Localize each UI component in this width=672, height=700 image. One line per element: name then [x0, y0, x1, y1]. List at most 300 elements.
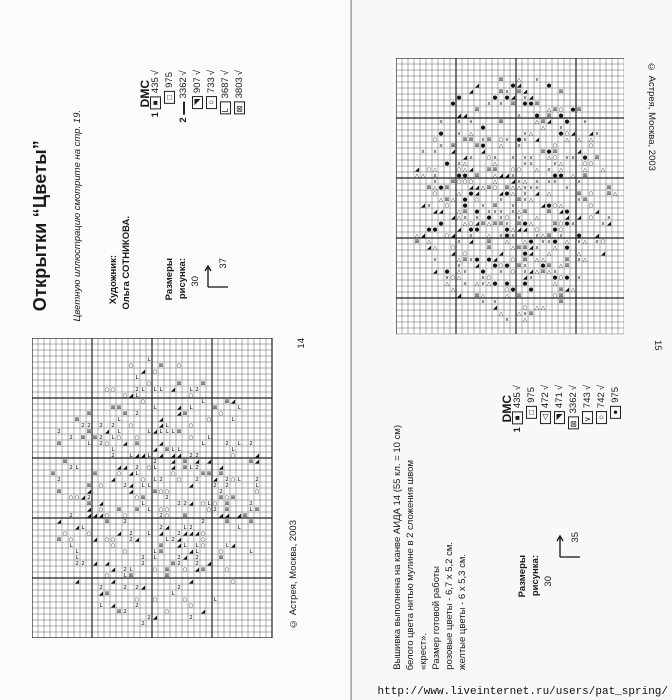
- legend-check: √: [220, 70, 231, 76]
- stitch-mark: ◢: [92, 537, 98, 543]
- stitch-mark: x: [511, 173, 515, 179]
- stitch-mark: x: [493, 155, 497, 161]
- stitch-mark: x: [505, 89, 509, 95]
- stitch-mark: x: [457, 239, 461, 245]
- stitch-mark: ∨: [468, 257, 474, 263]
- desc-line: желтые цветы - 6 х 5,3 см.: [457, 553, 468, 670]
- stitch-mark: ∨: [480, 203, 486, 209]
- illustration-note: Цветную иллюстрацию смотрите на стр. 19.: [72, 110, 83, 322]
- stitch-mark: △: [456, 215, 462, 221]
- stitch-mark: ◢: [86, 507, 92, 513]
- legend-symbol-icon: ○: [207, 98, 216, 108]
- stitch-mark: ◢: [254, 453, 260, 459]
- stitch-mark: 2: [195, 387, 199, 393]
- stitch-mark: ◢: [98, 501, 104, 507]
- legend-item: [512, 385, 523, 432]
- stitch-mark: ⊠: [492, 203, 498, 209]
- stitch-mark: ⊠: [104, 519, 110, 525]
- stitch-mark: 2: [123, 609, 127, 615]
- stitch-mark: ⊠: [224, 501, 230, 507]
- stitch-mark: ○: [224, 495, 230, 501]
- stitch-mark: 2: [249, 501, 253, 507]
- stitch-mark: ○: [98, 483, 104, 489]
- stitch-mark: x: [463, 281, 467, 287]
- stitch-mark: ∨: [456, 263, 462, 269]
- stitch-mark: ◢: [474, 221, 480, 227]
- stitch-mark: ⊠: [110, 405, 116, 411]
- stitch-mark: ⊠: [540, 119, 546, 125]
- stitch-mark: ○: [510, 167, 516, 173]
- stitch-mark: ◢: [498, 173, 504, 179]
- stitch-mark: x: [469, 155, 473, 161]
- legend-code: 907: [192, 77, 203, 94]
- stitch-mark: ◢: [450, 251, 456, 257]
- stitch-mark: 2: [129, 537, 133, 543]
- stitch-mark: ●: [486, 215, 492, 221]
- stitch-mark: 2: [135, 585, 139, 591]
- stitch-mark: L: [237, 477, 241, 483]
- stitch-mark: ∨: [432, 179, 438, 185]
- stitch-mark: ○: [486, 155, 492, 161]
- stitch-mark: ○: [122, 549, 128, 555]
- stitch-mark: ○: [188, 393, 194, 399]
- stitch-mark: ○: [444, 203, 450, 209]
- stitch-mark: ◢: [522, 227, 528, 233]
- stitch-mark: x: [511, 209, 515, 215]
- stitch-mark: ◢: [534, 137, 540, 143]
- legend-code: 435: [150, 77, 161, 94]
- stitch-mark: ○: [206, 417, 212, 423]
- size-label-right-2: рисунка:: [530, 555, 541, 597]
- stitch-mark: △: [456, 209, 462, 215]
- stitch-mark: ●: [426, 227, 432, 233]
- stitch-mark: ●: [474, 209, 480, 215]
- stitch-mark: 2: [87, 423, 91, 429]
- dmc-heading: DMC: [138, 80, 152, 108]
- stitch-mark: △: [546, 251, 552, 257]
- stitch-mark: ○: [432, 137, 438, 143]
- stitch-mark: 2: [135, 411, 139, 417]
- legend-check: √: [150, 70, 161, 76]
- stitch-mark: ●: [564, 209, 570, 215]
- stitch-mark: ◢: [128, 489, 134, 495]
- cross-stitch-chart-left: [32, 338, 276, 638]
- stitch-mark: ◢: [528, 245, 534, 251]
- stitch-mark: ●: [558, 131, 564, 137]
- description-block: [392, 350, 502, 670]
- legend-item: [206, 70, 217, 112]
- stitch-mark: ◢: [128, 471, 134, 477]
- stitch-mark: ⊠: [486, 239, 492, 245]
- stitch-mark: ◢: [528, 269, 534, 275]
- stitch-mark: x: [511, 155, 515, 161]
- stitch-mark: △: [414, 173, 420, 179]
- stitch-mark: ⊠: [86, 483, 92, 489]
- stitch-mark: ○: [62, 531, 68, 537]
- stitch-mark: ⊠: [170, 561, 176, 567]
- legend-code: 975: [610, 387, 621, 403]
- stitch-mark: L: [135, 393, 139, 399]
- stitch-mark: ○: [116, 471, 122, 477]
- stitch-mark: ◢: [182, 555, 188, 561]
- stitch-mark: ⊠: [116, 609, 122, 615]
- stitch-mark: ⊠: [606, 185, 612, 191]
- stitch-mark: ⊠: [498, 119, 504, 125]
- stitch-mark: ⊠: [218, 471, 224, 477]
- stitch-mark: L: [135, 471, 139, 477]
- stitch-mark: ◢: [176, 405, 182, 411]
- stitch-mark: ◢: [224, 513, 230, 519]
- stitch-mark: ●: [492, 263, 498, 269]
- legend-code: 733: [206, 77, 217, 94]
- stitch-mark: ◢: [134, 453, 140, 459]
- stitch-mark: 2: [213, 483, 217, 489]
- stitch-mark: ∨: [480, 281, 486, 287]
- legend-symbol-icon: ■: [513, 413, 522, 423]
- stitch-mark: ●: [534, 113, 540, 119]
- stitch-mark: △: [522, 239, 528, 245]
- stitch-mark: ○: [128, 363, 134, 369]
- stitch-mark: △: [540, 125, 546, 131]
- stitch-mark: ⊠: [158, 363, 164, 369]
- legend-group: 1: [150, 112, 161, 118]
- stitch-mark: ○: [104, 513, 110, 519]
- stitch-mark: ○: [552, 203, 558, 209]
- stitch-mark: ⊠: [50, 471, 56, 477]
- stitch-mark: △: [540, 257, 546, 263]
- stitch-mark: △: [504, 239, 510, 245]
- stitch-mark: x: [535, 185, 539, 191]
- legend-check: √: [512, 385, 523, 391]
- stitch-mark: ◢: [104, 561, 110, 567]
- legend-code: 3803: [234, 77, 245, 99]
- stitch-mark: ∨: [522, 155, 528, 161]
- stitch-mark: L: [237, 525, 241, 531]
- legend-code: 471: [554, 392, 565, 409]
- stitch-mark: △: [558, 161, 564, 167]
- stitch-mark: ⊠: [540, 149, 546, 155]
- stitch-mark: ⊠: [122, 411, 128, 417]
- stitch-mark: ◢: [528, 251, 534, 257]
- stitch-mark: 2: [87, 495, 91, 501]
- stitch-mark: ⊠: [558, 287, 564, 293]
- stitch-mark: x: [463, 215, 467, 221]
- stitch-mark: △: [534, 257, 540, 263]
- stitch-mark: L: [249, 507, 253, 513]
- desc-line: белого цвета нитью мулине в 2 сложения швом: [405, 459, 416, 670]
- stitch-mark: ●: [546, 149, 552, 155]
- stitch-mark: 2: [81, 561, 85, 567]
- stitch-mark: ∨: [504, 317, 510, 323]
- stitch-mark: ⊠: [158, 549, 164, 555]
- stitch-mark: ○: [68, 537, 74, 543]
- stitch-mark: ◢: [426, 245, 432, 251]
- stitch-mark: ⊠: [492, 221, 498, 227]
- stitch-mark: L: [207, 501, 211, 507]
- stitch-mark: ⊠: [56, 489, 62, 495]
- copyright-right: © Астрея, Москва, 2003: [646, 62, 657, 171]
- stitch-mark: ○: [588, 143, 594, 149]
- stitch-mark: ⊠: [546, 263, 552, 269]
- stitch-mark: △: [570, 287, 576, 293]
- stitch-mark: L: [255, 483, 259, 489]
- stitch-mark: △: [462, 221, 468, 227]
- stitch-mark: ◢: [606, 221, 612, 227]
- stitch-mark: ◢: [170, 453, 176, 459]
- stitch-mark: ◢: [86, 489, 92, 495]
- stitch-mark: ●: [474, 227, 480, 233]
- stitch-mark: △: [582, 239, 588, 245]
- stitch-mark: ∨: [522, 95, 528, 101]
- stitch-mark: ○: [104, 573, 110, 579]
- stitch-mark: x: [547, 179, 551, 185]
- stitch-mark: ◢: [534, 191, 540, 197]
- stitch-mark: 2: [195, 561, 199, 567]
- stitch-mark: ∨: [516, 215, 522, 221]
- stitch-mark: ◢: [92, 513, 98, 519]
- stitch-mark: △: [510, 185, 516, 191]
- stitch-mark: ○: [134, 435, 140, 441]
- stitch-mark: ∨: [504, 137, 510, 143]
- legend-check: √: [192, 70, 203, 76]
- stitch-mark: △: [528, 221, 534, 227]
- stitch-mark: △: [534, 167, 540, 173]
- stitch-mark: ◢: [158, 453, 164, 459]
- stitch-mark: ◢: [194, 459, 200, 465]
- stitch-mark: L: [207, 435, 211, 441]
- stitch-mark: ○: [468, 221, 474, 227]
- stitch-mark: ◢: [450, 215, 456, 221]
- stitch-mark: ∨: [522, 191, 528, 197]
- stitch-mark: ○: [98, 507, 104, 513]
- stitch-mark: ◢: [432, 209, 438, 215]
- stitch-mark: △: [492, 179, 498, 185]
- stitch-mark: 2: [99, 585, 103, 591]
- stitch-mark: x: [517, 113, 521, 119]
- stitch-mark: 2: [123, 483, 127, 489]
- stitch-mark: △: [444, 281, 450, 287]
- stitch-mark: ○: [486, 275, 492, 281]
- stitch-mark: ◢: [140, 453, 146, 459]
- stitch-mark: 2: [69, 465, 73, 471]
- stitch-mark: ●: [480, 269, 486, 275]
- stitch-mark: ◢: [462, 155, 468, 161]
- stitch-mark: ∨: [498, 215, 504, 221]
- size-height-right: 35: [570, 532, 581, 543]
- stitch-mark: x: [535, 245, 539, 251]
- stitch-mark: △: [450, 287, 456, 293]
- stitch-mark: ◢: [200, 609, 206, 615]
- stitch-mark: ◢: [516, 83, 522, 89]
- legend-symbol-icon: □: [165, 92, 174, 102]
- stitch-mark: ●: [504, 227, 510, 233]
- stitch-mark: ∨: [504, 221, 510, 227]
- stitch-mark: x: [439, 143, 443, 149]
- stitch-mark: ⊠: [200, 381, 206, 387]
- stitch-mark: ⊠: [206, 471, 212, 477]
- stitch-mark: ◢: [456, 227, 462, 233]
- stitch-mark: ◢: [92, 561, 98, 567]
- stitch-mark: ∨: [492, 209, 498, 215]
- legend-symbol-icon: ⊠: [568, 416, 579, 429]
- stitch-mark: 2: [177, 531, 181, 537]
- stitch-mark: x: [517, 143, 521, 149]
- stitch-mark: ∨: [432, 149, 438, 155]
- stitch-mark: L: [231, 417, 235, 423]
- stitch-mark: ◢: [188, 549, 194, 555]
- stitch-mark: ◢: [194, 567, 200, 573]
- stitch-mark: ○: [146, 465, 152, 471]
- stitch-mark: ∨: [534, 77, 540, 83]
- stitch-mark: △: [534, 269, 540, 275]
- legend-symbol-icon: [183, 101, 185, 114]
- stitch-mark: ⊠: [468, 137, 474, 143]
- stitch-mark: ⊠: [504, 185, 510, 191]
- stitch-mark: ○: [134, 597, 140, 603]
- stitch-mark: △: [582, 167, 588, 173]
- stitch-mark: ⊠: [480, 221, 486, 227]
- stitch-mark: ○: [510, 257, 516, 263]
- stitch-mark: ◢: [128, 483, 134, 489]
- stitch-mark: x: [529, 275, 533, 281]
- stitch-mark: △: [462, 161, 468, 167]
- stitch-mark: △: [570, 173, 576, 179]
- stitch-mark: △: [534, 119, 540, 125]
- stitch-mark: x: [577, 257, 581, 263]
- stitch-mark: ◢: [576, 149, 582, 155]
- stitch-mark: ◢: [570, 131, 576, 137]
- legend-check: √: [554, 385, 565, 391]
- stitch-mark: △: [546, 269, 552, 275]
- stitch-mark: L: [153, 465, 157, 471]
- stitch-mark: x: [523, 263, 527, 269]
- stitch-mark: ◢: [230, 543, 236, 549]
- stitch-mark: △: [516, 209, 522, 215]
- stitch-mark: ⊠: [92, 435, 98, 441]
- stitch-mark: ●: [528, 101, 534, 107]
- stitch-mark: ○: [164, 489, 170, 495]
- stitch-mark: ○: [200, 537, 206, 543]
- stitch-mark: △: [546, 155, 552, 161]
- stitch-mark: ◢: [236, 513, 242, 519]
- stitch-mark: L: [177, 447, 181, 453]
- stitch-mark: ⊠: [498, 89, 504, 95]
- stitch-mark: ○: [164, 609, 170, 615]
- stitch-mark: △: [528, 131, 534, 137]
- stitch-mark: ●: [462, 197, 468, 203]
- copyright-left: © Астрея, Москва, 2003: [288, 520, 299, 629]
- stitch-mark: 2: [75, 561, 79, 567]
- legend-symbol-icon: ◢: [555, 413, 564, 423]
- stitch-mark: ∨: [594, 131, 600, 137]
- stitch-mark: ⊠: [516, 263, 522, 269]
- stitch-mark: ⊠: [540, 269, 546, 275]
- stitch-mark: ◢: [600, 251, 606, 257]
- stitch-mark: 2: [69, 513, 73, 519]
- stitch-mark: ⊠: [426, 185, 432, 191]
- stitch-mark: L: [111, 435, 115, 441]
- stitch-mark: ⊠: [182, 465, 188, 471]
- stitch-mark: ○: [116, 435, 122, 441]
- desc-line: «крест».: [418, 632, 429, 670]
- stitch-mark: 2: [255, 477, 259, 483]
- legend-code: 3687: [220, 77, 231, 99]
- stitch-mark: x: [457, 119, 461, 125]
- legend-check: √: [582, 385, 593, 391]
- size-arrows-icon: [555, 532, 585, 562]
- legend-symbol-icon: □: [527, 407, 536, 417]
- stitch-mark: ◢: [110, 603, 116, 609]
- stitch-mark: 2: [177, 555, 181, 561]
- stitch-mark: ◢: [218, 465, 224, 471]
- stitch-mark: 2: [213, 507, 217, 513]
- stitch-mark: L: [153, 549, 157, 555]
- stitch-mark: L: [171, 429, 175, 435]
- size-label: Размеры: [164, 258, 175, 301]
- stitch-mark: ○: [152, 597, 158, 603]
- stitch-mark: ○: [158, 507, 164, 513]
- stitch-mark: x: [547, 167, 551, 173]
- stitch-mark: ◢: [230, 399, 236, 405]
- legend-item: [610, 385, 621, 422]
- legend-code: 3362: [568, 392, 579, 414]
- stitch-mark: ⊠: [546, 209, 552, 215]
- stitch-mark: 2: [99, 435, 103, 441]
- stitch-mark: △: [510, 227, 516, 233]
- stitch-mark: ⊠: [248, 519, 254, 525]
- stitch-mark: ⊠: [552, 221, 558, 227]
- stitch-mark: ⊠: [576, 107, 582, 113]
- stitch-mark: ◢: [188, 483, 194, 489]
- stitch-mark: x: [421, 149, 425, 155]
- stitch-mark: ⊠: [128, 573, 134, 579]
- stitch-mark: ⊠: [546, 113, 552, 119]
- stitch-mark: ∨: [522, 185, 528, 191]
- stitch-mark: ◢: [176, 543, 182, 549]
- stitch-mark: ∨: [480, 137, 486, 143]
- stitch-mark: L: [75, 465, 79, 471]
- stitch-mark: ∨: [576, 239, 582, 245]
- stitch-mark: 2: [189, 615, 193, 621]
- stitch-mark: ◢: [450, 149, 456, 155]
- stitch-mark: ⊠: [516, 293, 522, 299]
- stitch-mark: ⊠: [200, 471, 206, 477]
- legend-item: [554, 385, 565, 427]
- stitch-mark: ⊠: [158, 543, 164, 549]
- stitch-mark: ⊠: [62, 459, 68, 465]
- stitch-mark: ◢: [540, 203, 546, 209]
- stitch-mark: ●: [504, 233, 510, 239]
- size-arrows-icon: [203, 262, 233, 292]
- stitch-mark: 2: [99, 441, 103, 447]
- stitch-mark: ○: [170, 471, 176, 477]
- stitch-mark: ◢: [498, 191, 504, 197]
- stitch-mark: ∨: [522, 161, 528, 167]
- stitch-mark: ○: [110, 537, 116, 543]
- size-width-right: 30: [543, 576, 554, 587]
- stitch-mark: x: [529, 161, 533, 167]
- stitch-mark: ◢: [468, 89, 474, 95]
- stitch-mark: △: [546, 107, 552, 113]
- stitch-mark: 2: [249, 441, 253, 447]
- stitch-mark: ⊠: [534, 101, 540, 107]
- stitch-mark: ○: [140, 399, 146, 405]
- stitch-mark: ○: [558, 275, 564, 281]
- stitch-mark: ⊠: [200, 567, 206, 573]
- stitch-mark: △: [540, 233, 546, 239]
- size-width: 30: [190, 276, 201, 287]
- stitch-mark: ⊠: [218, 495, 224, 501]
